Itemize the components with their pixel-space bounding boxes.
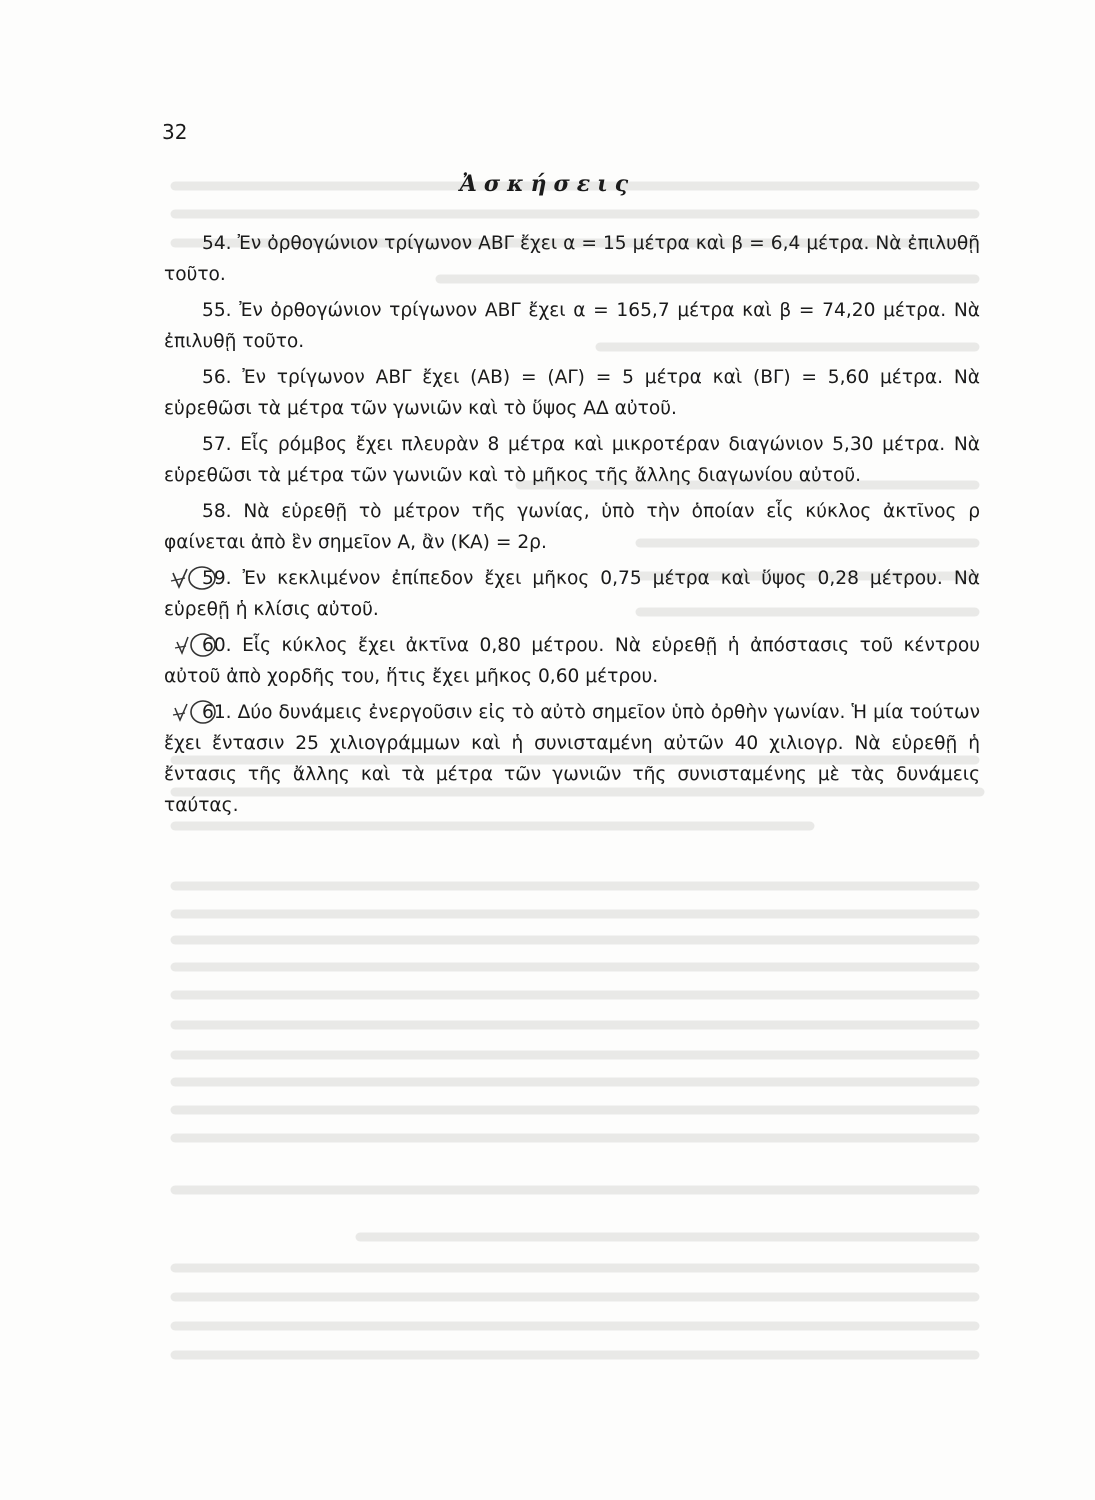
exercise-text: Νὰ εὑρεθῇ τὸ μέτρον τῆς γωνίας, ὑπὸ τὴν ὁποίαν εἷς κύκλος ἀκτῖνος ρ φαίνεται ἀπὸ ἓν σημεῖον Α, ἂν (ΚΑ) = 2ρ. <box>164 501 980 553</box>
exercise-number: 56. <box>202 367 232 388</box>
exercise-text: Ἐν τρίγωνον ΑΒΓ ἔχει (ΑΒ) = (ΑΓ) = 5 μέτρα καὶ (ΒΓ) = 5,60 μέτρα. Νὰ εὑρεθῶσι τὰ μέτρα τῶν γωνιῶν καὶ τὸ ὕψος ΑΔ αὐτοῦ. <box>164 367 980 419</box>
exercise-54 <box>164 228 980 290</box>
exercise-60 <box>164 630 980 692</box>
exercise-56 <box>164 362 980 424</box>
exercise-text: Ἐν κεκλιμένον ἐπίπεδον ἔχει μῆκος 0,75 μέτρα καὶ ὕψος 0,28 μέτρου. Νὰ εὑρεθῇ ἡ κλίσις αὐτοῦ. <box>164 568 980 620</box>
exercise-list <box>164 228 980 826</box>
exercise-number: 58. <box>202 501 232 522</box>
exercise-number: 57. <box>202 434 232 455</box>
exercise-text: Εἷς ρόμβος ἔχει πλευρὰν 8 μέτρα καὶ μικροτέραν διαγώνιον 5,30 μέτρα. Νὰ εὑρεθῶσι τὰ μέτρα τῶν γωνιῶν καὶ τὸ μῆκος τῆς ἄλλης διαγωνίου αὐτοῦ. <box>164 434 980 486</box>
exercise-61 <box>164 697 980 821</box>
exercise-number: 59. <box>202 568 232 589</box>
exercise-55 <box>164 295 980 357</box>
exercise-58 <box>164 496 980 558</box>
exercise-text: Δύο δυνάμεις ἐνεργοῦσιν εἰς τὸ αὐτὸ σημεῖον ὑπὸ ὀρθὴν γωνίαν. Ἡ μία τούτων ἔχει ἔντασιν 25 χιλιογράμμων καὶ ἡ συνισταμένη αὐτῶν 40 χιλιογρ. Νὰ εὑρεθῇ ἡ ἔντασις τῆς ἄλλης καὶ τὰ μέτρα τῶν γωνιῶν τῆς συνισταμένης μὲ τὰς δυνάμεις ταύτας. <box>164 702 980 816</box>
exercise-number: 54. <box>202 233 232 254</box>
exercise-number: 55. <box>202 300 232 321</box>
handwritten-check-circle-mark <box>172 697 216 728</box>
handwritten-check-circle-mark <box>170 563 216 594</box>
exercise-number: 61. <box>202 702 232 723</box>
exercise-text: Εἷς κύκλος ἔχει ἀκτῖνα 0,80 μέτρου. Νὰ εὑρεθῇ ἡ ἀπόστασις τοῦ κέντρου αὐτοῦ ἀπὸ χορδῆς του, ἥτις ἔχει μῆκος 0,60 μέτρου. <box>164 635 980 687</box>
page-number: 32 <box>162 120 188 144</box>
exercise-57 <box>164 429 980 491</box>
exercise-59 <box>164 563 980 625</box>
handwritten-check-circle-mark <box>174 630 216 661</box>
exercise-text: Ἐν ὀρθογώνιον τρίγωνον ΑΒΓ ἔχει α = 165,7 μέτρα καὶ β = 74,20 μέτρα. Νὰ ἐπιλυθῇ τοῦτο. <box>164 300 980 352</box>
exercise-text: Ἐν ὀρθογώνιον τρίγωνον ΑΒΓ ἔχει α = 15 μέτρα καὶ β = 6,4 μέτρα. Νὰ ἐπιλυθῇ τοῦτο. <box>164 233 980 285</box>
section-heading: Ἀσκήσεις <box>459 171 636 197</box>
exercise-number: 60. <box>202 635 232 656</box>
